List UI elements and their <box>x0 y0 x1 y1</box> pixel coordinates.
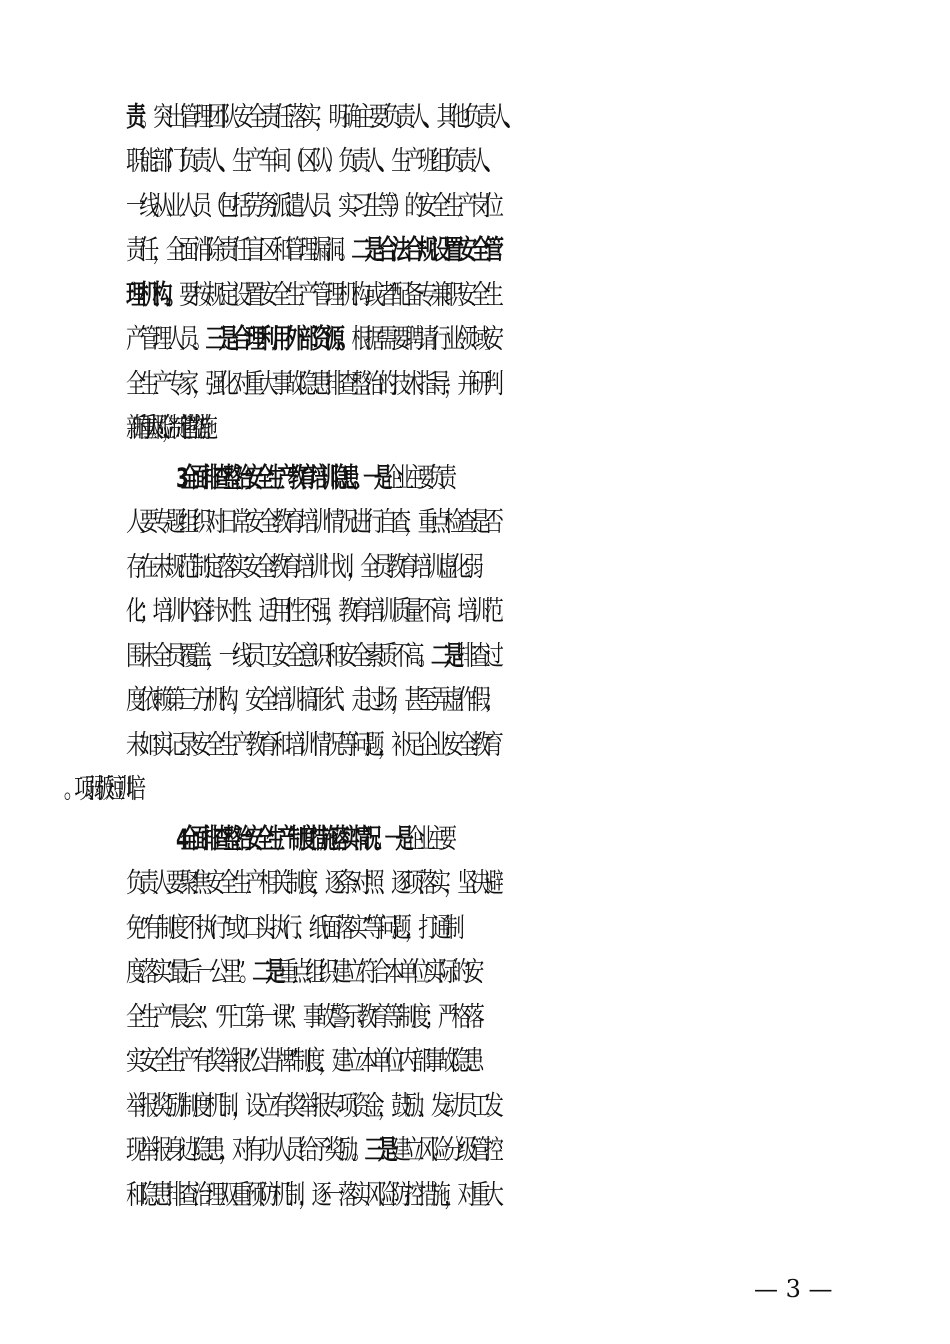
text-line <box>126 322 830 358</box>
text-line <box>126 683 830 719</box>
text-line <box>126 1133 830 1169</box>
text-run: 企业主要 <box>406 824 450 855</box>
text-run: 围未全员覆盖，一线员工安全意识和安全素质不高。 <box>126 641 431 672</box>
text-line <box>126 144 830 180</box>
text-run: 和隐患排查治理双重预防机制，逐一落实风险防控措施，对重大 <box>126 1180 498 1211</box>
text-run: 重点组织建立符合本单位实际的安 <box>278 957 478 988</box>
text-run: 存在未规范制定落实安全教育培训计划，全员教育培训虚化弱 <box>126 552 477 583</box>
text-run: 全生产“晨会”、“开工第一课”、事故警示教育等制度；严格落 <box>126 1002 479 1033</box>
text-run: 度依赖第三方机构，安全培训搞形式、走过场，甚至弄虚作假； <box>126 685 498 716</box>
text-line <box>126 278 830 314</box>
text-line <box>126 550 830 586</box>
bold-phrase: 一是 <box>363 463 385 494</box>
text-line <box>126 594 830 630</box>
text-line <box>126 955 830 991</box>
text-run: 实安全生产有奖举报“公告牌”制度，建立本单位内部事故隐患 <box>126 1046 478 1077</box>
text-run: 未如实记录安全生产教育和培训情况等问题，补足企业安全教育 <box>126 730 498 761</box>
text-run: 全生产专家，强化对重大事故隐患排查整治的技术指导，并研判 <box>126 369 498 400</box>
text-run: 免“有制度不执行”或“口头执行、纸面落实”等问题，打通制 <box>126 913 459 944</box>
text-run: 人要专题组织对日常安全教育培训情况进行自查，重点检查是否 <box>126 507 498 538</box>
text-run: 一线从业人员（包括劳务派遣人员、实习生等）的安全生产岗位 <box>126 191 498 222</box>
text-run: 。突出管理团队安全责任落实，明确主要负责人、其他负责人、 <box>139 102 518 133</box>
text-line <box>126 189 830 225</box>
text-line <box>126 1089 830 1125</box>
text-run: 度落实“最后一公里”。 <box>126 957 253 988</box>
section-heading: 3.全面排查整治安全生产教育培训隐患。 <box>176 463 364 494</box>
text-run: 根据需要聘请行业领域安 <box>351 324 498 355</box>
text-line <box>126 100 830 136</box>
text-line <box>126 1044 830 1080</box>
text-line <box>126 233 830 269</box>
section-heading-line <box>176 822 830 858</box>
text-run: 现举报身边隐患，对有功人员给予奖励。 <box>126 1135 365 1166</box>
section-heading-line <box>176 461 830 497</box>
text-line <box>126 911 830 947</box>
text-run: 职能部门负责人、生产车间（区队）负责人、生产班组负责人、 <box>126 146 498 177</box>
bold-phrase: 二是合法合规设置安全管 <box>351 235 498 266</box>
text-run: 产管理人员。 <box>126 324 206 355</box>
bold-phrase: 二是 <box>252 957 279 988</box>
text-run: 新的重大风险，制定管控措施。 <box>126 413 210 444</box>
text-run: 建立风险分级管控 <box>391 1135 498 1166</box>
text-line <box>126 866 830 902</box>
bold-phrase: 责 <box>126 102 140 133</box>
page-number: — 3 — <box>754 1275 833 1303</box>
text-line <box>126 1000 830 1036</box>
text-line <box>126 1178 830 1214</box>
bold-phrase: 理机构。 <box>126 280 180 311</box>
text-run: 排查过 <box>457 641 498 672</box>
bold-phrase: 三是 <box>364 1135 392 1166</box>
text-run: 化；培训内容针对性、适用性不强，教育培训质量不高；培训范 <box>126 596 498 627</box>
text-line <box>126 639 830 675</box>
bold-phrase: 一是 <box>384 824 407 855</box>
text-line <box>126 772 830 808</box>
text-run: 负责人要聚焦安全生产相关制度，逐条对照、逐项落实，坚决避 <box>126 868 498 899</box>
text-line <box>126 411 830 447</box>
text-line <box>126 505 830 541</box>
text-run: 举报奖励制度机制，设立有奖举报专项资金，鼓励、发动员工发 <box>126 1091 498 1122</box>
bold-phrase: 二是 <box>430 641 458 672</box>
text-run: 要按规定设置安全生产管理机构或者配备专兼职安全生 <box>179 280 498 311</box>
section-heading: 4.全面排查整治安全生产制度措施落实情况。 <box>176 824 385 855</box>
bold-phrase: 三是合理利用外部资源。 <box>205 324 352 355</box>
text-run: 企业主要负责 <box>384 463 450 494</box>
text-run: 责任，全面消除责任盲区和管理漏洞。 <box>126 235 352 266</box>
text-line <box>126 728 830 764</box>
text-line <box>126 367 830 403</box>
